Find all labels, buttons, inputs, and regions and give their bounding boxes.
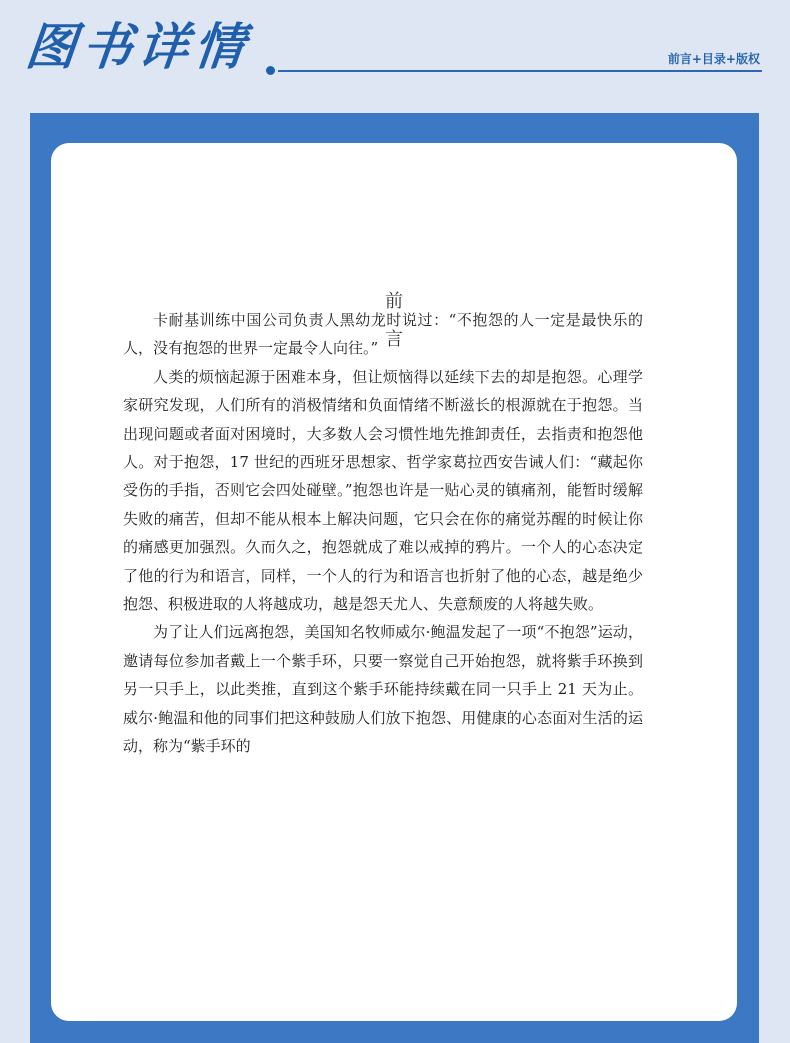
paragraph: 卡耐基训练中国公司负责人黑幼龙时说过：“不抱怨的人一定是最快乐的人，没有抱怨的世界一定最令人向往。” — [123, 311, 643, 358]
page-header — [0, 0, 790, 112]
preface-heading-char-1: 前 — [385, 291, 403, 312]
paragraph: 人类的烦恼起源于困难本身，但让烦恼得以延续下去的却是抱怨。心理学家研究发现，人们所有的消极情绪和负面情绪不断滋长的根源就在于抱怨。当出现问题或者面对困境时，大多数人会习惯性地先推卸责任，去指责和抱怨他人。对于抱怨，17 世纪的西班牙思想家、哲学家葛拉西安告诫人们：“藏起你受伤的手指，否则它会四处碰壁。”抱怨也许是一贴心灵的镇痛剂，能暂时缓解失败的痛苦，但却不能从根本上解决问题，它只会在你的痛觉苏醒的时候让你的痛感更加强烈。久而久之，抱怨就成了难以戒掉的鸦片。一个人的心态决定了他的行为和语言，同样，一个人的行为和语言也折射了他的心态，越是绝少抱怨、积极进取的人将越成功，越是怨天尤人、失意颓废的人将越失败。 — [123, 367, 643, 614]
title-dot-ornament — [266, 66, 275, 75]
section-sublabel: 前言+目录+版权 — [667, 52, 760, 66]
paragraph: 为了让人们远离抱怨，美国知名牧师威尔·鲍温发起了一项“不抱怨”运动，邀请每位参加者戴上一个紫手环，只要一察觉自己开始抱怨，就将紫手环换到另一只手上，以此类推，直到这个紫手环能持续戴在同一只手上 21 天为止。威尔·鲍温和他的同事们把这种鼓励人们放下抱怨、用健康的心态面对生活的运动，称为“紫手环的 — [123, 623, 643, 756]
preface-body — [123, 306, 643, 761]
page-title: 图书详情 — [22, 18, 254, 76]
preface-heading-char-2: 言 — [385, 329, 403, 350]
header-divider-line — [278, 70, 762, 72]
